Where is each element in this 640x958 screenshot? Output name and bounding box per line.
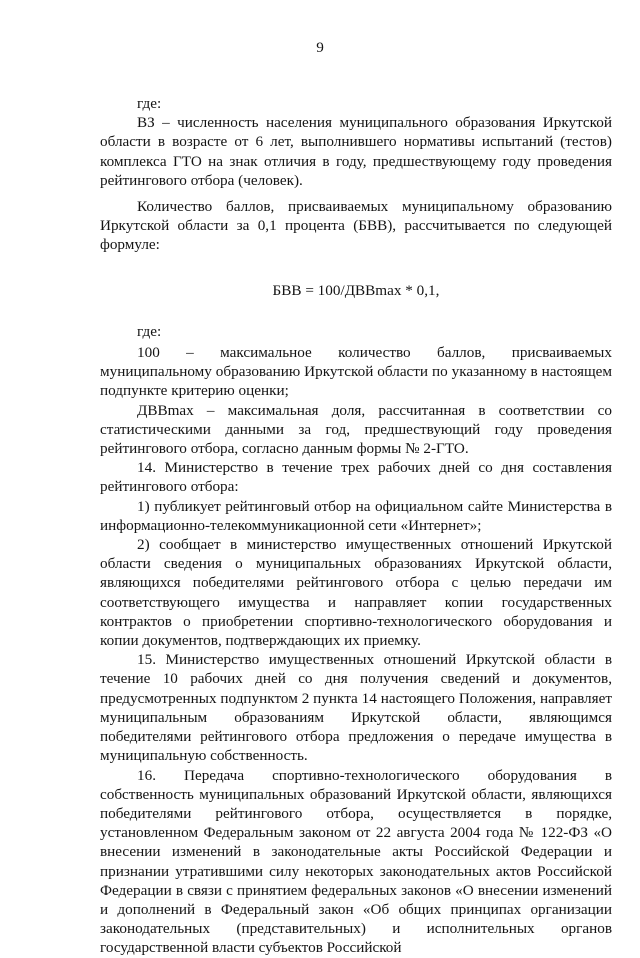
paragraph-where: где:	[137, 95, 162, 112]
paragraph-item-15: 15. Министерство имущественных отношений Иркутской области в течение 10 рабочих дней со дня получения сведений и документов, предусмотренных подпунктом 2 пункта 14 настоящего Положения, направляет муниципальным образованиям Иркутской области, являющимся победителями рейтингового отбора предложения о передаче имущества в муниципальную собственность.	[100, 651, 612, 765]
paragraph-definition-100: 100 – максимальное количество баллов, присваиваемых муниципальному образованию Иркутской области по указанному в настоящем подпункте критерию оценки;	[100, 344, 612, 400]
paragraph-item-16: 16. Передача спортивно-технологического оборудования в собственность муниципальных образований Иркутской области, являющихся победителями рейтингового отбора, осуществляется в порядке, установленном Федеральным законом от 22 августа 2004 года № 122-ФЗ «О внесении изменений в законодательные акты Российской Федерации и признании утратившими силу некоторых законодательных актов Российской Федерации в связи с принятием федеральных законов «О внесении изменений и дополнений в Федеральный закон «Об общих принципах организации законодательных (представительных) и исполнительных органов государственной власти субъектов Российской	[100, 766, 612, 957]
paragraph-definition-dvvmax: ДВВmax – максимальная доля, рассчитанная в соответствии со статистическими данными за год, предшествующий году проведения рейтингового отбора, согласно данным формы № 2-ГТО.	[100, 401, 612, 458]
paragraph-where-2: где:	[137, 322, 162, 340]
paragraph-item-14-2: 2) сообщает в министерство имущественных отношений Иркутской области сведения о муниципальных образованиях Иркутской области, являющихся победителями рейтингового отбора с целью передачи им соответствующего имущества и направляет копии государственных контрактов о приобретении спортивно-технологического оборудования и копии документов, подтверждающих их приемку.	[100, 536, 612, 650]
formula-bvv: БВВ = 100/ДВВmax * 0,1,	[272, 281, 440, 299]
spacer	[100, 190, 612, 197]
paragraph-item-14-1: 1) публикует рейтинговый отбор на официальном сайте Министерства в информационно-телекоммуникационной сети «Интернет»;	[100, 497, 612, 534]
paragraph-item-14: 14. Министерство в течение трех рабочих дней со дня составления рейтингового отбора:	[100, 459, 612, 496]
page-number: 9	[316, 39, 324, 56]
document-body	[100, 94, 612, 958]
paragraph-vz-definition: ВЗ – численность населения муниципального образования Иркутской области в возрасте от 6 лет, выполнившего нормативы испытаний (тестов) комплекса ГТО на знак отличия в году, предшествующему году проведения рейтингового отбора (человек).	[100, 114, 612, 189]
paragraph-bvv-intro: Количество баллов, присваиваемых муниципальному образованию Иркутской области за 0,1 процента (БВВ), рассчитывается по следующей формуле:	[100, 198, 612, 254]
